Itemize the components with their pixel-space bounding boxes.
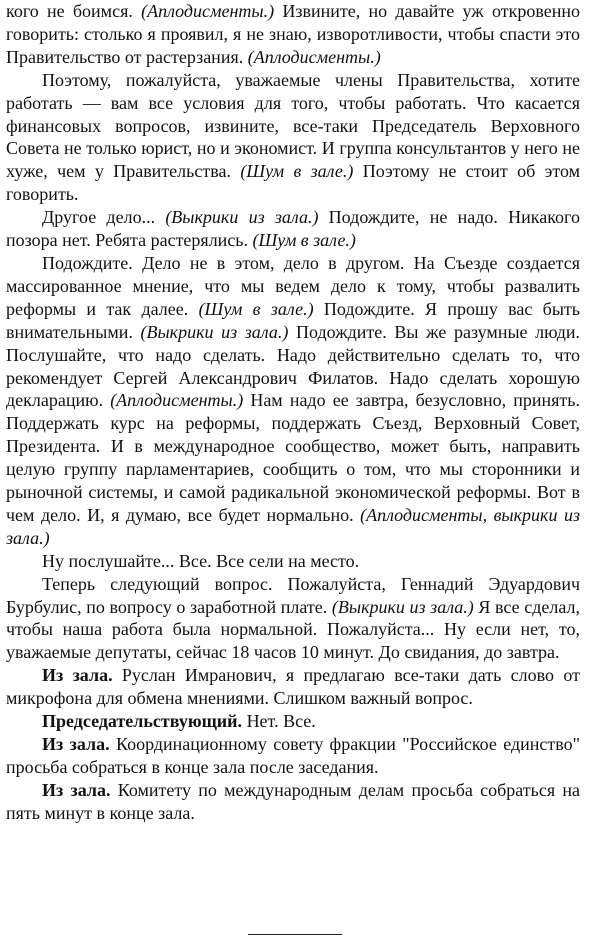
paragraph [6, 573, 580, 665]
text-run: Я все сделал, чтобы наша работа была нормальной. Пожалуйста... Ну если нет, то, уважаемые депутаты, сейчас 18 часов 10 минут. До свидания, до завтра. [6, 596, 580, 663]
paragraph [6, 779, 580, 825]
text-run: Подождите. Вы же разумные люди. Послушайте, что надо сделать. Надо действительно сделать то, что рекомендует Сергей Александрович Филатов. Надо сделать хорошую декларацию. [6, 321, 580, 411]
text-run: Ну послушайте... Все. Все сели на место. [42, 550, 360, 571]
text-run: Поэтому, пожалуйста, уважаемые члены Правительства, хотите работать — вам все условия для того, чтобы работать. Что касается финансовых вопросов, извините, все-таки Председатель Верховного Совета не только юрист, но и экономист. И группа консультантов у него не хуже, чем у Правительства. [6, 69, 580, 182]
stage-remark: (Аплодисменты.) [110, 390, 244, 411]
stage-remark: (Шум в зале.) [252, 230, 356, 251]
stage-remark: (Аплодисменты, выкрики из зала.) [6, 504, 580, 548]
speaker-label: Из зала. [42, 779, 111, 800]
transcript-page [6, 0, 580, 825]
text-run: Нам надо ее завтра, безусловно, принять. Поддержать курс на реформы, поддержать Съезд, Верховный Совет, Президента. И в международное сообщество, может быть, направить целую группу парламентариев, сообщить о том, что мы сторонники и рыночной системы, и самой радикальной экономической реформы. Вот в чем дело. И, я думаю, все будет нормально. [6, 390, 580, 525]
stage-remark: (Выкрики из зала.) [165, 207, 319, 228]
paragraph [6, 0, 580, 69]
speaker-label: Из зала. [42, 665, 113, 686]
speaker-label: Из зала. [42, 734, 110, 754]
paragraph [6, 733, 580, 779]
text-run: Теперь следующий вопрос. Пожалуйста, Геннадий Эдуардович Бурбулис, по вопросу о заработной плате. [6, 573, 580, 617]
stage-remark: (Аплодисменты.) [247, 46, 381, 67]
stage-remark: (Выкрики из зала.) [331, 596, 474, 617]
text-run: Подождите. Я прошу вас быть внимательными. [6, 298, 581, 342]
stage-remark: (Выкрики из зала.) [140, 321, 289, 342]
text-run: Подождите, не надо. Никакого позора нет. Ребята растерялись. [6, 207, 580, 251]
paragraph [6, 550, 580, 573]
text-run: кого не боимся. [6, 1, 142, 21]
text-run: Руслан Имранович, я предлагаю все-таки дать слово от микрофона для обмена мнениями. Слишком важный вопрос. [6, 665, 581, 709]
text-run: Координационному совету фракции "Российское единство" просьба собраться в конце зала после заседания. [6, 734, 580, 777]
speaker-label: Председательствующий. [42, 711, 243, 732]
stage-remark: (Шум в зале.) [198, 298, 314, 319]
text-run: Извините, но давайте уж откровенно говорить: столько я проявил, я не знаю, изворотливости, чтобы спасти это Правительство от растерзания. [6, 1, 580, 67]
text-run: Комитету по международным делам просьба собраться на пять минут в конце зала. [6, 779, 580, 823]
stage-remark: (Аплодисменты.) [141, 1, 275, 21]
paragraph [6, 69, 580, 206]
paragraph [6, 252, 580, 550]
paragraph [6, 206, 580, 252]
text-run: Поэтому не стоит об этом говорить. [6, 161, 580, 205]
text-run: Подождите. Дело не в этом, дело в другом. На Съезде создается массированное мнение, что мы ведем дело к тому, чтобы развалить реформы и так далее. [6, 252, 580, 319]
paragraph [6, 664, 580, 710]
stage-remark: (Шум в зале.) [240, 161, 354, 182]
text-run: Нет. Все. [242, 711, 316, 732]
text-column [6, 0, 580, 825]
separator-rule [248, 934, 342, 935]
text-run: Другое дело... [42, 207, 166, 228]
paragraph [6, 710, 580, 733]
